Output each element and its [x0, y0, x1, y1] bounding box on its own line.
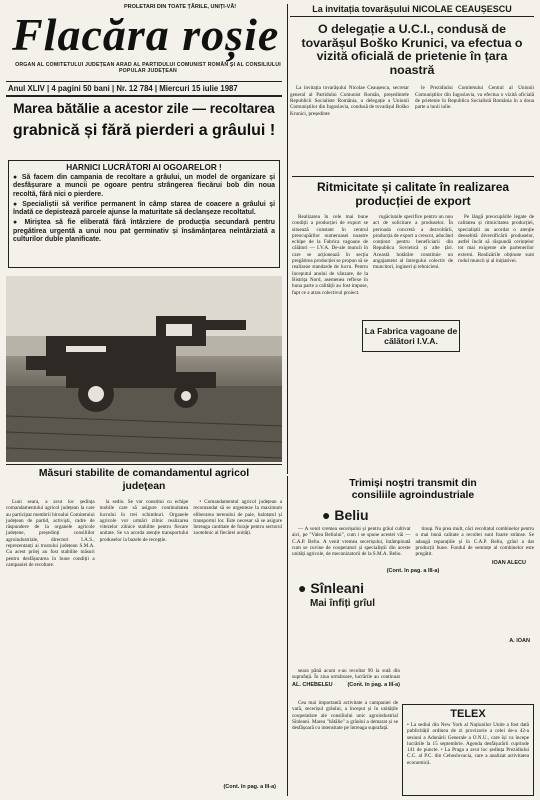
masthead-organ: ORGAN AL COMITETULUI JUDEȚEAN ARAD AL PARTIDULUI COMUNIST ROMÂN ȘI AL CONSILIULUI POPULAR JUDEȚEAN: [15, 62, 281, 74]
measures-continued: (Cont. în pag. a III-a): [223, 784, 276, 790]
export-headline: Ritmicitate și calitate în realizarea producției de export: [316, 180, 510, 208]
sinleani-meta: [292, 668, 400, 696]
beliu-title: ● Beliu: [322, 507, 369, 523]
masthead-slogan: PROLETARI DIN TOATE ȚĂRILE, UNIȚI-VĂ!: [124, 4, 237, 10]
delegation-body-right: le Prezidiului Comitetului Central al Uniunii Comuniștilor din Iugoslavia, va efectua o vizită oficială de prietenie în Republica Socialistă România în a doua parte a lunii iulie.: [415, 85, 534, 111]
export-col-2: rugăciunile specifice pentru un nou act de solicitare a produselor. În perioada concretă a dezvoltării, producția de export a crescut, aducând conținut pentru beneficiarii din Republica Sovietică și alte țări. Această hotărâre constituie un angajament al întregului colectiv de muncitori, ingineri și tehnicieni.: [373, 214, 453, 271]
divider: [6, 95, 282, 97]
masthead-title: Flacăra roșie: [12, 9, 280, 60]
divider: [292, 176, 534, 177]
combine-harvester-image: [6, 276, 282, 462]
lead-headline-line-2: grabnică și fără pierderi a grâului !: [12, 122, 276, 139]
beliu-author: IOAN ALECU: [491, 560, 526, 567]
beliu-continued: (Cont. în pag. a III-a): [386, 568, 440, 575]
divider: [6, 81, 282, 82]
appeal-bullet: ● Să facem din campania de recoltare a grâului, un model de organizare și desfășurare a muncii pe ogoare pentru strângerea fiecărui bob din noua recoltă, fără nici o pierdere.: [13, 174, 276, 198]
delegation-body-left: La invitația tovarășului Nicolae Ceaușescu, secretar general al Partidului Comunist Român, președintele Republicii Socialiste România, o delegație a Uniunii Comuniștilor din Iugoslavia, condusă de tovarășul Boško Krunici, președinte: [290, 85, 409, 117]
telex-box: [402, 704, 534, 796]
export-col-3: Pe lângă preocupările legate de calitatea și ritmicitatea producției, specialiștii au acordat o atenție deosebită diversificării produselor, astfel încât să răspundă cerințelor tot mai exigente ale partenerilor externi. Realizările obținute sunt rodul muncii și al inițiativei.: [458, 214, 534, 265]
appeal-bullet: ● Specialiștii să verifice permanent în câmp starea de coacere a grâului și îndată ce depistează parcele ajunse la maturitate să declanșeze recoltatul.: [13, 200, 275, 217]
column-divider: [287, 476, 288, 796]
appeal-box: [8, 160, 280, 268]
measures-col-2: la sediu. Se vor constitui cu echipe mobile care să asigure continuitatea lucrului în trei schimburi. Organele agricole vor urmări zilnic realizarea vitezelor zilnice stabilite pentru fiecare unitate. Se va acorda atenție transportului produselor la bazele de recepție.: [99, 499, 189, 543]
column-divider: [287, 4, 288, 474]
bullet-icon: ●: [298, 580, 307, 597]
issue-line: Anul XLIV | 4 pagini 50 bani | Nr. 12 784 | Miercuri 15 iulie 1987: [8, 84, 238, 93]
sinleani-title: ● Sînleani: [298, 580, 365, 597]
delegation-article: [290, 4, 534, 174]
sinleani-continued: (Cont. în pag. a III-a): [347, 682, 400, 688]
correspondents-headline-2: consiliile agroindustriale: [351, 490, 475, 501]
appeal-title: HARNICI LUCRĂTORI AI OGOARELOR !: [66, 163, 222, 172]
delegation-body: [290, 85, 534, 117]
sinleani-subtitle: Mai înfiți grîul: [310, 598, 375, 610]
sinleani-col-1: Cea mai importantă activitate a campaniei de vară, secerișul grâului, a început și în unitățile cooperatiste ale consiliului unic agroindustrial Sînleani. Marea "bătălie" a grâului a demarat și se desfășoară cu intensitate pe întreaga suprafață.: [292, 700, 398, 732]
export-factory-label: La Fabrica vagoane de călători I.V.A.: [364, 326, 458, 346]
bullet-icon: ●: [322, 507, 331, 523]
beliu-col-2: tinup. Nu prea mult, căci recoltatul combinelor pentru o mai bună calitate a recoltei sunt foarte strânse. Se adaugă reparațiile și în C.A.P. Beliu, grâul a dat producții bune. Fondul de semințe al combinelor este pregătit.: [415, 526, 534, 558]
sinleani-author: AL. CHEBELEU: [292, 682, 333, 688]
beliu-report: [292, 507, 534, 574]
sinleani-report: [292, 580, 402, 609]
appeal-bullet: ● Miriștea să fie eliberată fără întârziere de producția secundară pentru pregătirea urgentă a unui nou pat germinativ și însămânțarea neîntârziată a culturilor duble planificate.: [13, 219, 275, 244]
measures-col-1: Luni seara, a avut loc ședința comandamentului agricol județean la care au participat membrii biroului Comitetului județean de partid, activiști, cadre de răspundere de la organele agricole județene, președinți consiliilor agroindustriale, directori I.A.S., reprezentanți ai trustului județean S.M.A. Cu acest prilej au fost stabilite măsuri pentru desfășurarea în bune condiții a campaniei de recoltare.: [6, 499, 95, 568]
correspondents-headline-1: Trimiși noștri transmit din: [349, 478, 477, 489]
lead-headline: [6, 99, 282, 155]
measures-headline: Măsuri stabilite de comandamentul agricol județean: [38, 468, 250, 492]
telex-title: TELEX: [450, 708, 486, 720]
sinleani-body: [292, 700, 398, 796]
telex-body: • La sediul din New York al Națiunilor Unite a fost dată publicității ordinea de zi provizorie a celei de-a 42-a sesiuni a Adunării Generale a O.N.U., care își va începe lucrările la 15 septembrie. Agenda desfășurării cuprinde 141 de puncte. • La Praga a avut loc ședința Prezidiului C.C. al P.C. din Cehoslovacia, care a analizat activitatea economică.: [407, 722, 529, 766]
export-author: A. IOAN: [509, 638, 530, 644]
lead-headline-line-1: Marea bătălie a acestor zile — recoltarea: [13, 101, 275, 116]
measures-article: [6, 468, 282, 796]
measures-col-3: • Comandamentul agricol județean a recomandat să se urgenteze la maximum eliberarea terenului de paie, balotatul și transportul lor. Este necesar să se asigure întreaga cantitate de furaje pentru sectorul zootehnic al fiecărei unități.: [193, 499, 283, 537]
export-col-1: Realizarea în cele mai bune condiții a producției de export se situează constant în centrul preocupărilor numeroasei noastre echipe de la Fabrica vagoane de călători — I.V.A. De-ale muncii în care se acționează în secția pregătirea producției se propun să se realizeze standarde de lucru. Pentru începutul anului de vânzare, de la Bistrița Nord, asemenea reflexe în buna parte a calității au fost impuse, fapt ce a atras colectivul proiect.: [292, 214, 368, 296]
export-col-2-wrap: [373, 214, 453, 297]
delegation-kicker: La invitația tovarășului NICOLAE CEAUȘESCU: [290, 4, 534, 17]
delegation-headline: O delegație a U.C.I., condusă de tovarășul Boško Krunici, va efectua o vizită oficială de prietenie în țara noastră: [301, 22, 523, 77]
appeal-bullets: [13, 174, 275, 244]
beliu-col-1: — A venit vremea secerișului și pentru grâul cultivat aici, pe "Valea Beliului", cum i se spune acestei văi — C.A.P. Beliu. A venit vremea secerișului, întâmpinată cum se cuvine de cooperatori și specialiștii din aceste unități agricole, de mecanizatorii de la S.M.A. Beliu.: [292, 526, 411, 558]
divider: [6, 464, 282, 465]
export-factory-box: [362, 320, 460, 352]
harvest-photo: [6, 276, 282, 462]
sinleani-col-2: seara până acum s-au recoltat 90 la sută din suprafață. În ziua următoare, lucrările au continuat: [292, 668, 400, 681]
